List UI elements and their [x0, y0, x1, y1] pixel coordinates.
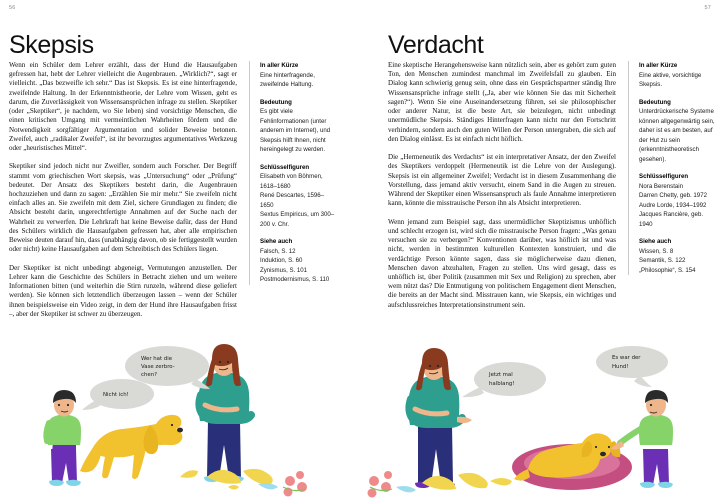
paragraph: Die „Hermeneutik des Verdachts“ ist ein interpretativer Ansatz, der den Zweifel des Skeptikers verdoppelt (Hermeneutik ist die Lehre von der Auslegung). Skepsis ist ein allgemeiner Zweifel; Verdacht ist in diesem Zusammenhang die Vorstellung, dass jemand aktiv versucht, einem Sand in die Augen zu streuen. Während der Skeptiker einen Wissensanspruch als faule Annahme interpretieren kann, könnte die misstrauische Person ihn als Absicht interpretieren. — [388, 153, 616, 208]
broken-vase-debris — [180, 469, 307, 497]
sidebar-body: Eine hinterfragende, zweifelnde Haltung. — [260, 71, 315, 88]
paragraph: Skeptiker sind jedoch nicht nur Zweifler, sondern auch Forscher. Der Begriff stammt vom griechischen Wort skepsis, was „Untersuchung“ oder „Prüfung“ bedeutet. Der Ansatz des Skeptikers besteht darin, die Augenbrauen hochzuziehen und dann zu sagen: „Erzählen Sie mir mehr.“ Sie zweifeln nicht einfach alles an. Sie zweifeln mit dem Ziel, sichere Grundlagen zu finden; die Absicht besteht darin, ungerechtfertigte Annahmen auf der Suche nach der Wahrheit zu verwerfen. Die Lehrkraft hat keine Beweise dafür, dass der Hund des Schülers wirklich die Hausaufgaben gefressen hat, aber alle empirischen Beweise deuten darauf hin, dass (unabhängig davon, ob sie fertiggestellt wurden oder nicht) keine Hausaufgaben auf dem Schreibtisch des Schülers liegen. — [9, 162, 237, 254]
sidebar-group — [260, 61, 337, 90]
sidebar-group — [639, 172, 716, 229]
sidebar-heading: Schlüsselfiguren — [260, 163, 310, 171]
sidebar-body: Eine aktive, vorsichtige Skepsis. — [639, 71, 702, 88]
page-number-right: 57 — [704, 5, 711, 11]
woman-figure — [408, 348, 472, 488]
sidebar-left — [249, 61, 337, 285]
sidebar-group — [639, 237, 716, 275]
body-text-right — [388, 61, 616, 310]
paragraph: Der Skeptiker ist nicht unbedingt abgeneigt, Vermutungen anzustellen. Der Lehrer kann die Geschichte des Schülers in Betracht ziehen und um weitere Informationen bitten (und weiterhin die Stirn runzeln, während diese geliefert werden). Sie können sich letztendlich überzeugen lassen – wenn der Schüler ihnen beispielsweise ein Video zeigt, in dem der Hund ihre Hausaufgaben frisst –, aber der Skeptiker ist schwer zu überzeugen. — [9, 263, 237, 318]
sidebar-body: Wissen, S. 8 Semantik, S. 122 „Philosophie“, S. 154 — [639, 247, 696, 274]
bubble-line: Es war der — [612, 355, 641, 361]
speech-bubble-boy — [82, 379, 154, 410]
bubble-line: Vase zerbro- — [141, 364, 175, 370]
dog-figure — [80, 415, 183, 479]
sidebar-group — [639, 98, 716, 165]
bubble-line: halblang! — [489, 381, 515, 387]
sidebar-heading: Schlüsselfiguren — [639, 173, 689, 180]
paragraph: Wenn jemand zum Beispiel sagt, dass unermüdlicher Skeptizismus unhöflich und schlecht erzogen ist, wird sich die misstrauische Person fragen: „Was genau versuchen sie zu verbergen?“ Konventionen darüber, was höflich ist und was nicht, werden in bestimmten kulturellen Kontexten konstruiert, und die verdächtige Person könnte sagen, dass sie möglicherweise dazu dienen, Menschen davon abzuhalten, Fragen zu stellen. Uns wird gesagt, dass es unhöflich ist, über Politik (zusammen mit Sex und Religion) zu sprechen, aber wem nützt das? Die Entmutigung von politischem Engagement dient Menschen, die bereits an der Macht sind. Misstrauen kann, wie Skepsis, ein wichtiges und aufschlussreiches Interpretationsinstrument sein. — [388, 217, 616, 309]
page-title-left: Skepsis — [9, 30, 94, 59]
speech-bubble-woman — [462, 362, 546, 397]
page-number-left: 56 — [9, 5, 16, 11]
sidebar-group — [260, 163, 337, 230]
sidebar-heading: Siehe auch — [260, 238, 293, 245]
boy-figure — [46, 390, 81, 486]
bubble-line: Hund! — [612, 364, 629, 370]
body-text-left — [9, 61, 237, 319]
paragraph: Wenn ein Schüler dem Lehrer erzählt, dass der Hund die Hausaufgaben gefressen hat, hebt der Lehrer vielleicht die Augenbrauen. „Wirklich?“, sagt er vielleicht. „Das bezweifle ich sehr.“ Das ist Skepsis. Es ist eine hinterfragende, zweifelnde Haltung. In der Erkenntnistheorie, der Lehre vom Wissen, geht es darum, die Zuverlässigkeit von Wissensansprüchen infrage zu stellen. Skeptiker (oder „Skeptiker“, je nachdem, wo Sie leben) sind vorsichtige Menschen, die einen kritischen Umgang mit vermeintlichen Wahrheiten fördern und die Notwendigkeit sorgfältiger Argumentation und solider Beweise betonen. Zweifel, auch „radikaler Zweifel“, ist ihr bevorzugtes argumentatives Werkzeug oder „heuristisches Mittel“. — [9, 61, 237, 152]
sidebar-group — [639, 61, 716, 90]
sidebar-body: Elisabeth von Böhmen, 1618–1680 René Descartes, 1596–1650 Sextus Empiricus, um 300–200 v. Chr. — [260, 173, 335, 228]
sidebar-heading: In aller Kürze — [639, 62, 678, 69]
bubble-line: Nicht ich! — [103, 392, 129, 398]
sidebar-group — [260, 98, 337, 155]
sidebar-body: Es gibt viele Fehlinformationen (unter anderem im Internet), und Skepsis hilft Ihnen, nicht hereingelegt zu werden. — [260, 108, 331, 153]
right-page — [360, 0, 720, 502]
illustration-right — [360, 337, 720, 502]
sidebar-heading: Bedeutung — [260, 98, 292, 106]
sidebar-body: Nora Berenstain Darren Chetty, geb. 1972 Audre Lorde, 1934–1992 Jacques Rancière, geb. 1940 — [639, 182, 707, 228]
illustration-left — [0, 337, 360, 502]
sidebar-heading: Siehe auch — [639, 238, 672, 245]
bubble-line: chen? — [141, 372, 157, 378]
speech-bubble-boy — [596, 346, 668, 387]
paragraph: Eine skeptische Herangehensweise kann nützlich sein, aber es gehört zum guten Ton, den Menschen zumindest manchmal im Zweifelsfall zu glauben. Ein Dialog kann schwierig genug sein, ohne dass ein Gesprächspartner ständig Ihre Wissensansprüche infrage stellt („Ja, aber wie können Sie das mit Sicherheit sagen?“). Wenn Sie eine Auseinandersetzung führen, sei sie philosophischer oder anderer Natur, ist die beste Art, sie beizulegen, nicht unbedingt unermüdliche Skepsis. Ständiges Hinterfragen kann nicht nur den Fortschritt verhindern, sondern auch den guten Willen der Person untergraben, die sich auf den Dialog einlässt. Es ist einfach nicht höflich. — [388, 61, 616, 143]
sidebar-body: Falsch, S. 12 Induktion, S. 60 Zynismus, S. 101 Postmodernismus, S. 110 — [260, 247, 330, 283]
sidebar-right — [628, 61, 716, 275]
page-title-right: Verdacht — [388, 30, 484, 59]
sidebar-heading: Bedeutung — [639, 98, 671, 106]
sidebar-heading: In aller Kürze — [260, 62, 299, 69]
sidebar-group — [260, 237, 337, 285]
bubble-line: Jetzt mal — [489, 372, 513, 378]
bubble-line: Wer hat die — [141, 356, 173, 362]
sidebar-body: Unterdrückerische Systeme können allgegenwärtig sein, daher ist es am besten, auf der Hut zu sein (erkenntnistheoretisch gesehen). — [639, 108, 715, 163]
